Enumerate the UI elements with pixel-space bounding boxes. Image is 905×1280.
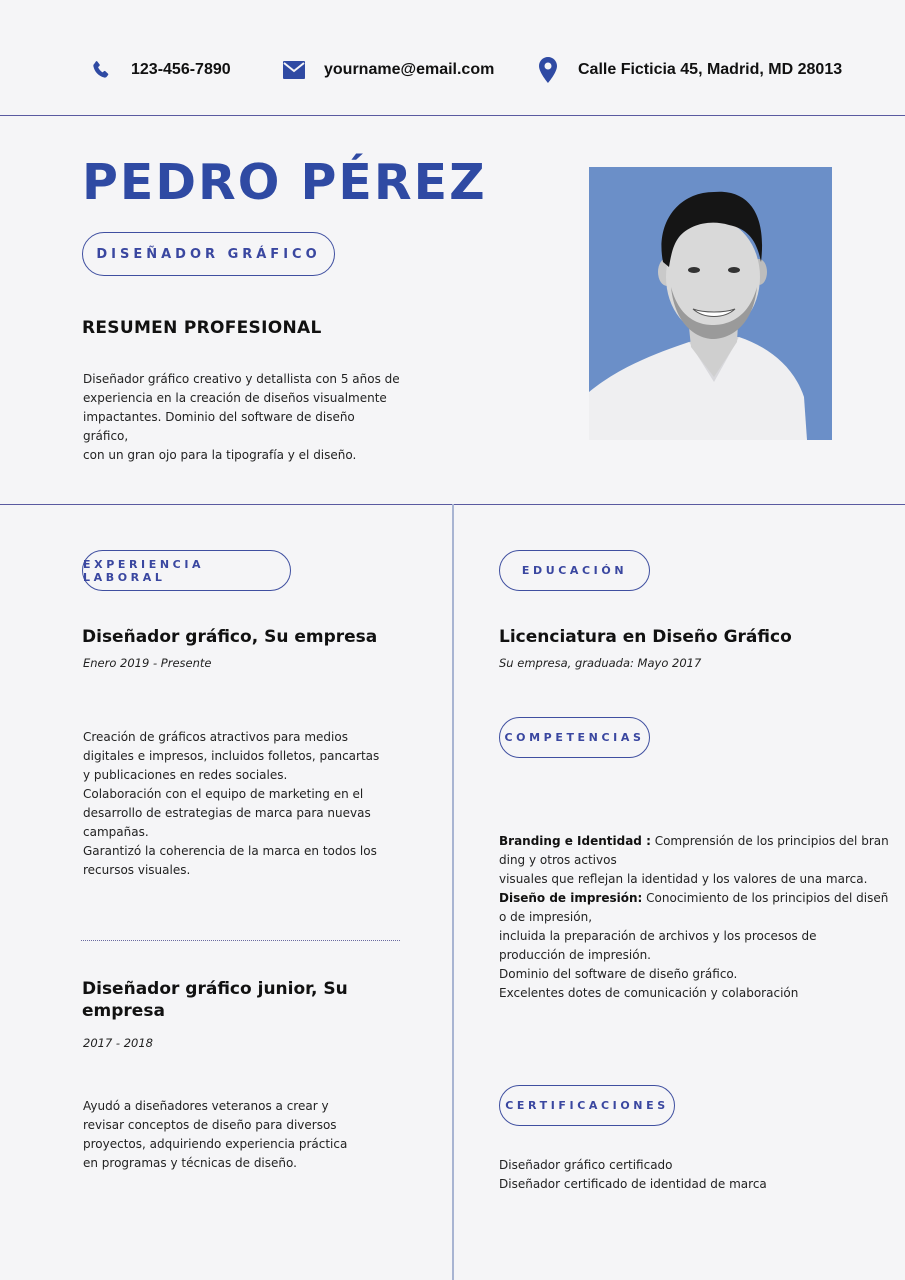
- degree-detail: Su empresa, graduada: Mayo 2017: [499, 656, 702, 670]
- job-line: digitales e impresos, incluidos folletos, pancartas: [83, 749, 380, 763]
- summary-line: experiencia en la creación de diseños visualmente: [83, 391, 387, 405]
- skill-line: Dominio del software de diseño gráfico.: [499, 967, 738, 981]
- job-line: Creación de gráficos atractivos para medios: [83, 730, 348, 744]
- contact-email: [282, 56, 494, 84]
- map-pin-icon: [536, 58, 560, 82]
- job-title-line: Diseñador gráfico junior, Su: [82, 979, 348, 999]
- job-line: y publicaciones en redes sociales.: [83, 768, 288, 782]
- dotted-separator: [81, 940, 400, 941]
- contact-address: [536, 56, 842, 84]
- job-line: proyectos, adquiriendo experiencia práctica: [83, 1137, 348, 1151]
- skill-line: producción de impresión.: [499, 948, 651, 962]
- skill-line: Excelentes dotes de comunicación y colaboración: [499, 986, 799, 1000]
- job-line: Garantizó la coherencia de la marca en todos los: [83, 844, 377, 858]
- summary-line: impactantes. Dominio del software de diseño gráfico,: [83, 410, 355, 443]
- certifications-heading: CERTIFICACIONES: [505, 1099, 669, 1112]
- certifications-list: [499, 1156, 879, 1194]
- job-description: [83, 1097, 413, 1173]
- envelope-icon: [282, 58, 306, 82]
- job-date: 2017 - 2018: [83, 1036, 153, 1050]
- summary-line: Diseñador gráfico creativo y detallista con 5 años de: [83, 372, 400, 386]
- job-line: revisar conceptos de diseño para diversos: [83, 1118, 337, 1132]
- summary-text: [83, 370, 403, 465]
- skills-list: [499, 832, 889, 1003]
- job-line: desarrollo de estrategias de marca para nuevas: [83, 806, 371, 820]
- street-address: Calle Ficticia 45, Madrid, MD 28013: [578, 61, 843, 78]
- experience-heading: EXPERIENCIA LABORAL: [83, 557, 205, 584]
- experience-badge: [82, 550, 291, 591]
- role-badge: [82, 232, 335, 276]
- certifications-badge: [499, 1085, 675, 1126]
- contact-bar: [0, 0, 905, 116]
- profile-photo: [589, 167, 832, 440]
- job-line: Ayudó a diseñadores veteranos a crear y: [83, 1099, 329, 1113]
- job-line: campañas.: [83, 825, 149, 839]
- job-title: [82, 978, 348, 1022]
- skills-badge: [499, 717, 650, 758]
- summary-line: con un gran ojo para la tipografía y el diseño.: [83, 448, 357, 462]
- column-divider: [452, 504, 454, 1280]
- portrait-illustration: [589, 167, 832, 440]
- skill-line: ding y otros activos: [499, 853, 617, 867]
- job-line: recursos visuales.: [83, 863, 191, 877]
- degree-title: Licenciatura en Diseño Gráfico: [499, 627, 792, 647]
- job-line: Colaboración con el equipo de marketing en el: [83, 787, 364, 801]
- email-address[interactable]: yourname@email.com: [324, 61, 495, 78]
- skill-line: incluida la preparación de archivos y los procesos de: [499, 929, 817, 943]
- certification-item: Diseñador gráfico certificado: [499, 1158, 673, 1172]
- skill-line: Branding e Identidad : Comprensión de los principios del bran: [499, 834, 889, 848]
- skill-line: o de impresión,: [499, 910, 593, 924]
- certification-item: Diseñador certificado de identidad de marca: [499, 1177, 767, 1191]
- education-badge: [499, 550, 650, 591]
- skills-heading: COMPETENCIAS: [504, 731, 645, 744]
- summary-heading: RESUMEN PROFESIONAL: [82, 318, 322, 338]
- contact-phone: [89, 56, 231, 84]
- job-title: Diseñador gráfico, Su empresa: [82, 627, 378, 647]
- phone-number[interactable]: 123-456-7890: [131, 61, 231, 78]
- job-line: en programas y técnicas de diseño.: [83, 1156, 297, 1170]
- skill-line: visuales que reflejan la identidad y los valores de una marca.: [499, 872, 868, 886]
- person-name: PEDRO PÉREZ: [82, 154, 487, 211]
- phone-icon: [89, 58, 113, 82]
- education-heading: EDUCACIÓN: [521, 564, 628, 577]
- skill-line: Diseño de impresión: Conocimiento de los principios del diseñ: [499, 891, 889, 905]
- job-date: Enero 2019 - Presente: [83, 656, 212, 670]
- job-description: [83, 728, 413, 880]
- role-label: DISEÑADOR GRÁFICO: [96, 246, 321, 262]
- job-title-line: empresa: [82, 1001, 165, 1021]
